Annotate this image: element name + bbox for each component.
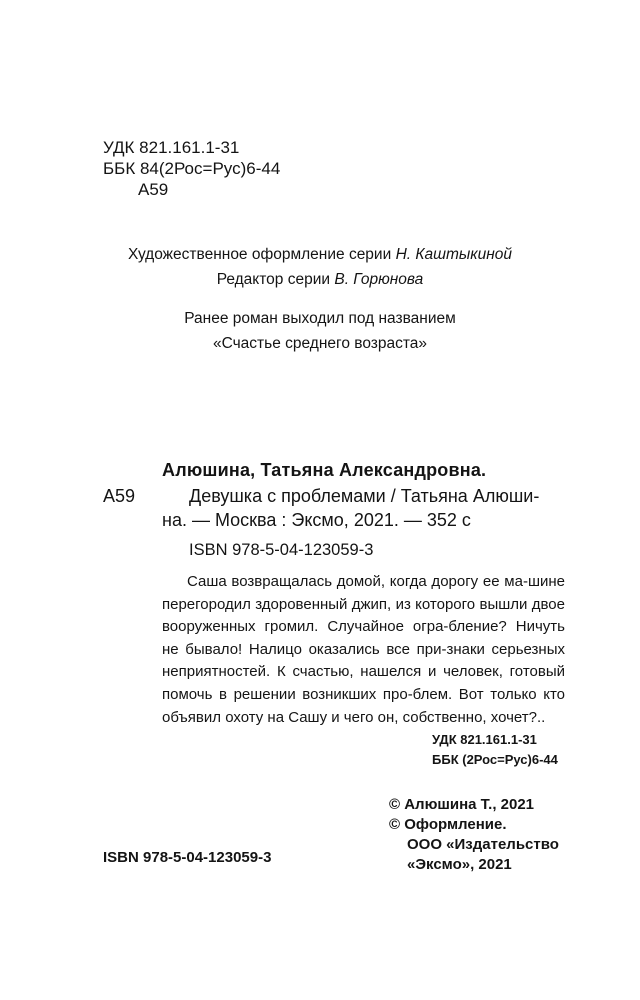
- entry-index-mark: А59: [103, 486, 136, 506]
- copyright-publisher-line2: «Эксмо», 2021: [407, 856, 512, 873]
- right-bbk-code: ББК (2Рос=Рус)6-44: [432, 752, 558, 767]
- annotation-text: Саша возвращалась домой, когда дорогу ее ма-шине перегородил здоровенный джип, из которого вышли двое вооруженных громил. Случайное огра-бление? Ничуть не бывало! Налицо оказались все при-знаки серьезных неприятностей. К счастью, нашелся и человек, готовый помочь в решении возникших про-блем. Вот только кто объявил охоту на Сашу и чего он, собственно, хочет?..: [162, 573, 565, 726]
- right-udk-code: УДК 821.161.1-31: [432, 732, 537, 747]
- series-credits: [0, 242, 640, 292]
- copyright-block: [389, 795, 559, 875]
- series-editor-line: [0, 267, 640, 292]
- previous-title-line2: «Счастье среднего возраста»: [212, 335, 428, 352]
- copyright-author: © Алюшина Т., 2021: [389, 796, 535, 813]
- series-design-name: Н. Каштыкиной: [395, 246, 513, 263]
- entry-author: Алюшина, Татьяна Александровна.: [162, 460, 487, 480]
- series-editor-label: Редактор серии: [216, 271, 335, 288]
- series-design-label: Художественное оформление серии: [127, 246, 396, 263]
- entry-title-line1: Девушка с проблемами / Татьяна Алюши-: [189, 486, 540, 506]
- entry-isbn: ISBN 978-5-04-123059-3: [189, 541, 374, 559]
- series-editor-name: В. Горюнова: [334, 271, 424, 288]
- classification-codes: [103, 137, 280, 200]
- udk-code: УДК 821.161.1-31: [103, 138, 240, 157]
- previous-title-note: [0, 306, 640, 356]
- series-design-line: [0, 242, 640, 267]
- author-mark: А59: [138, 180, 169, 199]
- bottom-isbn: ISBN 978-5-04-123059-3: [103, 849, 272, 866]
- right-classification-codes: [432, 730, 558, 770]
- entry-title-line2: на. — Москва : Эксмо, 2021. — 352 с: [162, 510, 471, 530]
- copyright-publisher-line1: ООО «Издательство: [407, 836, 559, 853]
- copyright-design: © Оформление.: [389, 816, 507, 833]
- previous-title-line1: Ранее роман выходил под названием: [184, 310, 456, 327]
- bbk-code: ББК 84(2Рос=Рус)6-44: [103, 159, 281, 178]
